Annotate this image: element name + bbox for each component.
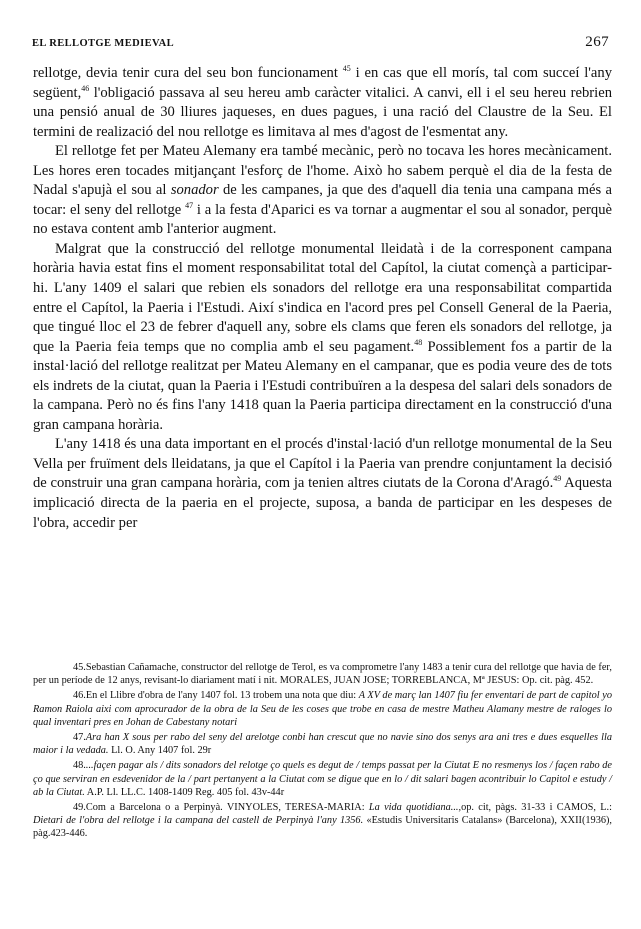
paragraph [33,142,612,240]
running-title: EL RELLOTGE MEDIEVAL [32,38,175,49]
footnote [33,661,612,687]
text-run: «Estudis Universitaris Catalans» (Barcelona), XXII(1936), pàg.423-446. [33,815,612,840]
italic-text: Dietari de l'obra del rellotge i la campana del castell de Perpinyà l'any 1356. [33,815,364,827]
italic-text: sonador [170,182,219,199]
text-run: i en cas que ell morís, tal com succeí l'any següent, [33,65,612,101]
footnote-number: 45. [73,662,86,673]
italic-text: La vida quotidiana..., [368,802,462,814]
page-number: 267 [585,34,609,50]
italic-text: A XV de març lan 1407 fiu fer enventari de part de capitol yo Ramon Raiola aixi com aprocurador de la obra de la Seu de les coses que trobe en casa de mestre Matheu Alamany mestre de raloges lo qual inventari pres en Johan de Cabestany notari [33,690,612,728]
text-run: Aquesta implicació directa de la paeria en el projecte, suposa, a banda de participar en les despeses de l'obra, accedir per [33,475,612,531]
footnote-ref: 47 [185,200,194,210]
text-run: Possiblement fos a partir de la instal·lació del rellotge realitzat per Mateu Alemany en el campanar, que es podia veure des de tots els indrets de la ciutat, quan la Paeria i l'Estudi contribuïren a la despesa del salari dels sonadors de la campana. Però no és fins l'any 1418 quan la Paeria participa directament en la construcció d'una gran campana horària. [33,338,613,433]
footnote [33,731,612,757]
footnote [33,759,612,799]
footnote-ref: 45 [342,64,351,73]
text-run: l'obligació passava al seu hereu amb caràcter vitalici. A canvi, ell i el seu hereu rebrien una pensió anual de 30 lliures jaqueses, en dues pagues, i una ració del Claustre de la Seu. El termini de realizació del nou rellotge es limitava al mes d'agost de l'esmentat any. [33,84,612,140]
italic-text: Ara han X sous per rabo del seny del arelotge conbi han crescut que no navie sino dos senys ara ani tres e dues esquelles lla maior i la vedada. [33,732,612,757]
text-run: i a la festa d'Aparici es va tornar a augmentar el sou al sonador, perquè no estava content amb l'anterior augment. [33,201,612,238]
body-text [33,64,612,533]
paragraph [33,435,612,533]
text-run: Malgrat que la construcció del rellotge monumental lleidatà i de la corresponent campana horària havia estat fins el moment responsabilitat total del Capítol, la ciutat començà a participar-hi. L'any 1409 el salari que rebien els sonadors del rellotge era una responsabilitat compartida entre el Capítol, la Paeria i l'Estudi. Així s'indica en l'acord pres pel Consell General de la Paeria, que tingué lloc el 23 de febrer d'aquell any, sobre els clams que feren els sonadors del rellotge, ja que la Paeria feia temps que no complia amb el seu pagament. [33,240,612,355]
footnote-ref: 49 [553,474,562,484]
footnote-number: 47. [73,732,86,744]
footnote [33,689,612,729]
text-run: L'any 1418 és una data important en el procés d'instal·lació d'un rellotge monumental de la Seu Vella per fruïment dels lleidatans, ja que el Capítol i la Paeria van prendre conjuntament la decisió de construir una gran campana horària, com ja tenien altres ciutats de la Corona d'Aragó. [33,436,612,492]
text-run: El rellotge fet per Mateu Alemany era també mecànic, però no tocava les hores mecànicament. Les hores eren tocades mitjançant l'esforç de l'home. Això ho sabem perquè el dia de la festa de Nadal s'apujà el sou al [33,143,612,199]
text-run: Sebastian Cañamache, constructor del rellotge de Terol, es va comprometre l'any 1483 a tenir cura del rellotge que havia de fer, per un període de 12 anys, revisant-lo diariament matí i nit. MORALES, JUAN JOSE; TORREBLANCA, Mª JESUS: Op. cit. pàg. 452. [33,662,612,687]
page-header [32,34,609,54]
footnote-ref: 48 [414,337,423,347]
text-run: de les campanes, ja que des d'aquell dia tenia una campana més a tocar: el seny del rellotge [33,182,613,218]
text-run: op. cit, pàgs. 31-33 i CAMOS, L.: [461,802,612,814]
footnote [33,801,612,841]
footnotes [33,661,612,843]
paragraph [33,64,612,142]
paragraph [33,240,612,435]
text-run: En el Llibre d'obra de l'any 1407 fol. 13 trobem una nota que diu: [85,690,359,702]
footnote-number: 49. [73,802,86,814]
text-run: Ll. O. Any 1407 fol. 29r [108,745,212,757]
text-run: rellotge, devia tenir cura del seu bon funcionament [33,65,343,81]
footnote-ref: 46 [81,83,90,93]
footnote-number: 46. [73,690,86,702]
text-run: A.P. Ll. LL.C. 1408-1409 Reg. 405 fol. 43v-44r [84,786,285,798]
italic-text: ...façen pagar als / dits sonadors del relotge ço quels es degut de / temps passat per la Ciutat E no resmenys los / façen rabo de ço que serviran en esdevenidor de la / part pertanyent a la Ciutat com se digue que en lo / dit salari bagen acontribuir lo Capitol e estudy / ab la Ciutat. [33,760,612,798]
footnote-number: 48. [73,760,86,772]
text-run: Com a Barcelona o a Perpinyà. VINYOLES, TERESA-MARIA: [85,802,369,814]
